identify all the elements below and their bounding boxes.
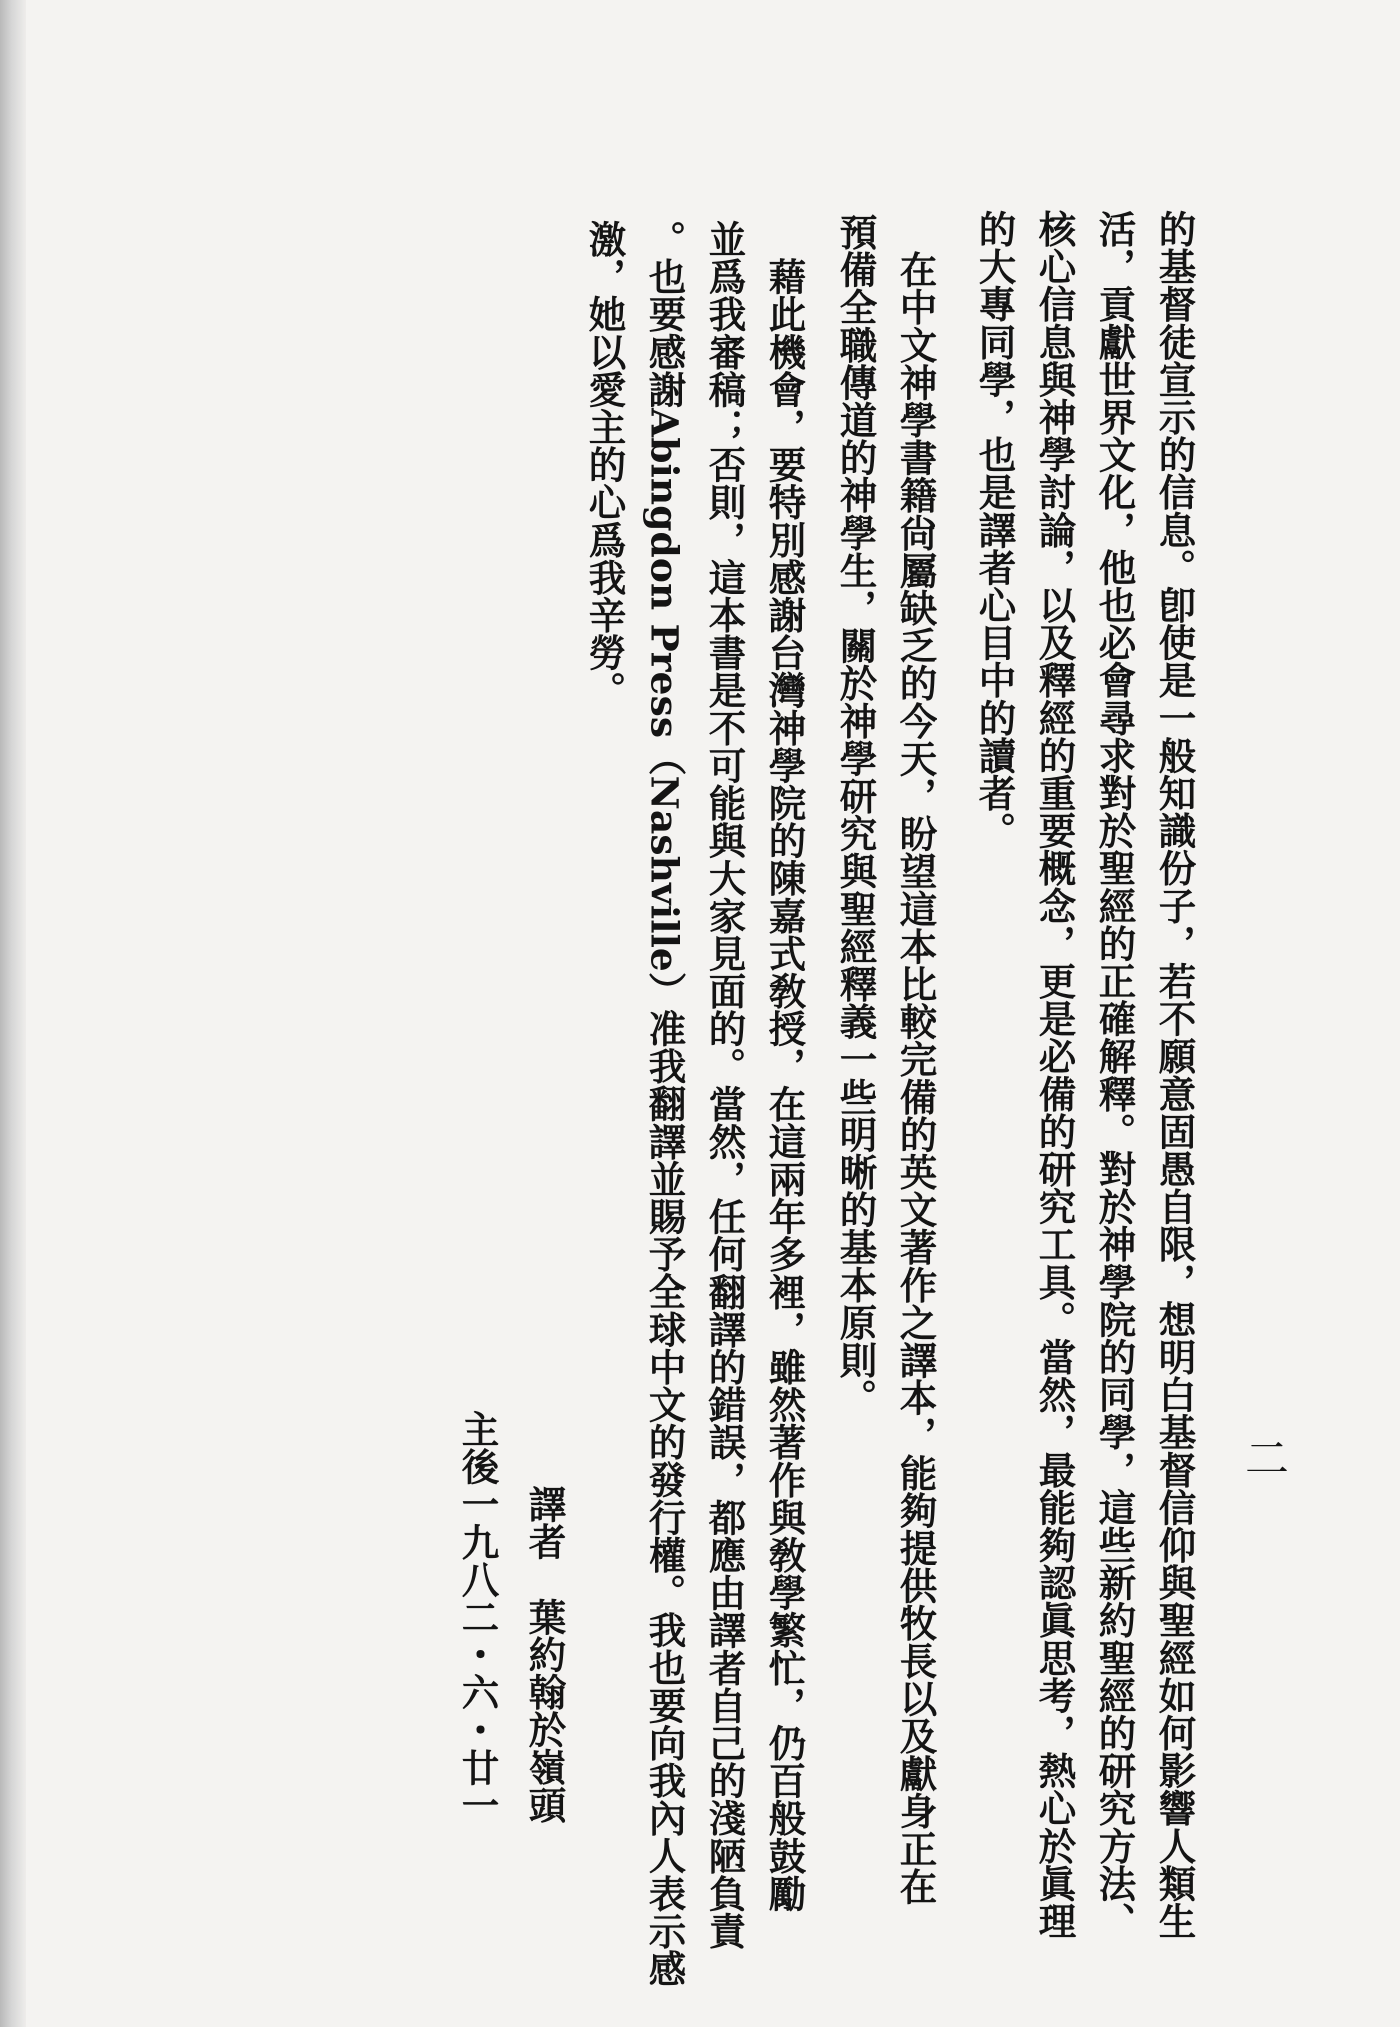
translator-signature: 譯者 葉約翰於嶺頭 xyxy=(522,1485,567,1824)
text-line-5: 在中文神學書籍尙屬缺乏的今天，盼望這本比較完備的英文著作之譯本，能夠提供牧長以及獻身正在 xyxy=(893,213,938,1905)
text-line-7: 藉此機會，要特別感謝台灣神學院的陳嘉式敎授，在這兩年多裡，雖然著作與敎學繁忙，仍百般鼓勵 xyxy=(762,220,807,1912)
text-line-9: 。也要感謝Abingdon Press（Nashville）准我翻譯並賜予全球中文的發行權。我也要向我內人表示感 xyxy=(642,220,687,1988)
text-line-10: 激，她以愛主的心爲我辛勞。 xyxy=(582,220,627,709)
date-line: 主後一九八二・六・廿一 xyxy=(455,1410,500,1824)
text-line-1: 的基督徒宣示的信息。卽使是一般知識份子，若不願意固愚自限，想明白基督信仰與聖經如何影響人類生 xyxy=(1152,210,1197,1940)
text-line-2: 活，貢獻世界文化，他也必會尋求對於聖經的正確解釋。對於神學院的同學，這些新約聖經的研究方法、 xyxy=(1092,210,1137,1940)
text-line-6: 預備全職傳道的神學生，關於神學研究與聖經釋義一些明晰的基本原則。 xyxy=(833,213,878,1417)
page-edge-shadow xyxy=(0,0,26,2027)
text-line-4: 的大專同學，也是譯者心目中的讀者。 xyxy=(972,210,1017,850)
text-line-8: 並爲我審稿；否則，這本書是不可能與大家見面的。當然，任何翻譯的錯誤，都應由譯者自己的淺陋負責 xyxy=(702,220,747,1950)
page-number: 二 xyxy=(1237,1435,1288,1479)
text-line-3: 核心信息與神學討論，以及釋經的重要概念，更是必備的研究工具。當然，最能夠認眞思考，熱心於眞理 xyxy=(1032,210,1077,1940)
